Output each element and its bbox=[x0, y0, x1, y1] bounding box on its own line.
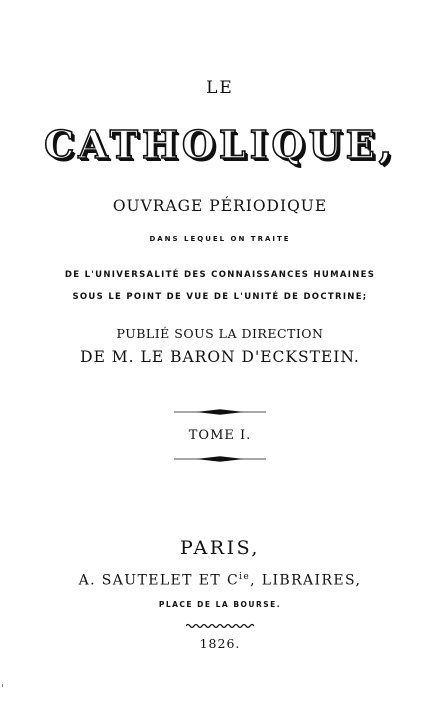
direction-line: PUBLIÉ SOUS LA DIRECTION bbox=[116, 326, 324, 341]
description-line-3: SOUS LE POINT DE VUE DE L'UNITÉ DE DOCTRINE; bbox=[72, 292, 368, 302]
imprint-year: 1826. bbox=[199, 636, 241, 651]
ornamental-rule-top bbox=[174, 408, 266, 416]
wavy-ornament bbox=[186, 623, 254, 629]
journal-title: CATHOLIQUE, bbox=[44, 122, 396, 167]
editor-name: DE M. LE BARON D'ECKSTEIN. bbox=[80, 348, 360, 366]
description-line-2: DE L'UNIVERSALITÉ DES CONNAISSANCES HUMAINES bbox=[64, 270, 376, 280]
subtitle: OUVRAGE PÉRIODIQUE bbox=[112, 197, 328, 215]
title-article: LE bbox=[206, 78, 234, 98]
imprint-address: PLACE DE LA BOURSE. bbox=[158, 600, 282, 609]
imprint-publisher bbox=[0, 572, 440, 589]
publisher-role: , LIBRAIRES, bbox=[250, 572, 362, 589]
ornamental-rule-bottom bbox=[174, 455, 266, 463]
volume-label: TOME I. bbox=[188, 428, 252, 443]
publisher-name: A. SAUTELET ET C bbox=[78, 572, 240, 589]
imprint-city: PARIS, bbox=[180, 537, 260, 559]
scan-mark bbox=[2, 684, 3, 687]
publisher-superscript: ie bbox=[239, 572, 251, 582]
description-line-1: DANS LEQUEL ON TRAITE bbox=[149, 235, 291, 243]
